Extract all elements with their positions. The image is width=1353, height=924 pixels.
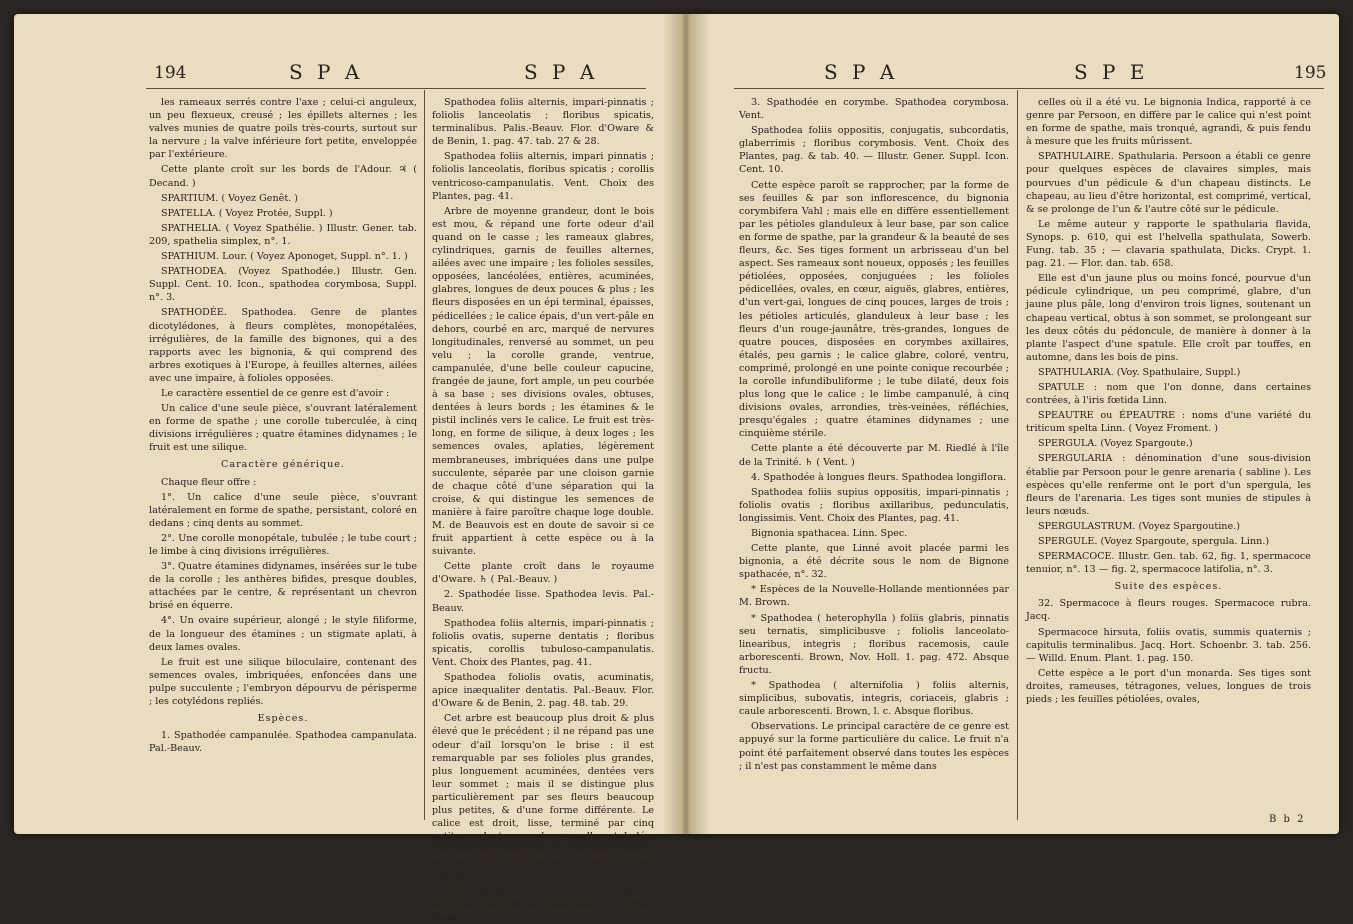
left-header-rule	[146, 88, 646, 89]
paragraph: SPATHELIA. ( Voyez Spathélie. ) Illustr. Gener. tab. 209, spathelia simplex, n°. 1.	[149, 222, 417, 247]
paragraph: celles où il a été vu. Le bignonia Indica, rapporté à ce genre par Persoon, en diffère par le calice qui n'est point en forme de spathe, mais tronqué, agrandi, & puis fendu à mesure que les fruits mûrissent.	[1026, 97, 1311, 148]
paragraph: SPATHULAIRE. Spathularia. Persoon a établi ce genre pour quelques espèces de clavaires simples, mais pourvues d'un pédicule & d'un chapeau distincts. Le chapeau, au lieu d'être horizontal, est comprimé, vertical, & se prolonge de l'un & l'autre côté sur le pédicule.	[1026, 151, 1311, 215]
right-running-head-b: S P E	[1074, 60, 1149, 84]
paragraph: SPATHIUM. Lour. ( Voyez Aponoget, Suppl. n°. 1. )	[161, 251, 408, 263]
paragraph: Cette plante a été découverte par M. Riedlé à l'île de la Trinité. ♄ ( Vent. )	[739, 443, 1009, 468]
paragraph: Le caractère essentiel de ce genre est d'avoir :	[161, 387, 390, 399]
right-running-head-a: S P A	[824, 60, 899, 84]
paragraph: 32. Spermacoce à fleurs rouges. Spermacoce rubra. Jacq.	[1026, 598, 1311, 623]
paragraph: Cette plante, que Linné avoit placée parmi les bignonia, a été décrite sous le nom de Bignone spathacée, n°. 32.	[739, 543, 1009, 581]
paragraph: SPERGULARIA : dénomination d'une sous-division établie par Persoon pour le genre arenaria ( sabline ). Les espèces qu'elle renferme ont le port d'un spergula, les fleurs de l'arenaria. Les tiges sont munies de stipules à leurs nœuds.	[1026, 453, 1311, 517]
paragraph: Observations. Le principal caractère de ce genre est appuyé sur la forme particulière du calice. Le fruit n'a point été parfaitement observé dans toutes les espèces ; il n'est pas constamment le même dans	[739, 721, 1009, 772]
paragraph: 4°. Un ovaire supérieur, alongé ; le style filiforme, de la longueur des étamines ; un stigmate aplati, à deux lames ovales.	[149, 615, 417, 653]
paragraph: Spermacoce hirsuta, foliis ovatis, summis quaternis ; capitulis terminalibus. Jacq. Hort. Schoenbr. 3. tab. 256. — Willd. Enum. Plant. 1. pag. 150.	[1026, 626, 1311, 664]
paragraph: SPARTIUM. ( Voyez Genêt. )	[161, 192, 299, 204]
paragraph: SPERMACOCE. Illustr. Gen. tab. 62, fig. 1, spermacoce tenuior, n°. 13 — fig. 2, spermacoce latifolia, n°. 3.	[1026, 551, 1311, 576]
paragraph: 2. Spathodée lisse. Spathodea levis. Pal.-Beauv.	[432, 589, 654, 614]
paragraph: 1°. Un calice d'une seule pièce, s'ouvrant latéralement en forme de spathe, persistant, coloré en dedans ; cinq dents au sommet.	[149, 491, 417, 529]
paragraph: Un calice d'une seule pièce, s'ouvrant latéralement en forme de spathe ; une corolle tuberculée, à cinq divisions irrégulières ; quatre étamines didynames ; le fruit est une silique.	[149, 403, 417, 454]
signature-mark: B b 2	[1269, 814, 1306, 825]
paragraph: Cette plante croît au royaume d'Oware, dans les environs de Buonoporo. ♄ ( Pal.-Beauv. )	[432, 885, 654, 923]
paragraph: Le fruit est une silique biloculaire, contenant des semences ovales, imbriquées, enfoncées dans une pulpe succulente ; l'embryon dépourvu de périsperme ; les cotylédons repliés.	[149, 656, 417, 708]
paragraph: SPEAUTRE ou ÉPEAUTRE : noms d'une variété du triticum spelta Linn. ( Voyez Froment. )	[1026, 410, 1311, 435]
paragraph: SPATHODÉE. Spathodea. Genre de plantes dicotylédones, à fleurs complètes, monopétalées, irrégulières, de la famille des bignones, qui a des rapports avec les bignonia, & qui comprend des arbres exotiques à l'Europe, à feuilles alternes, ailées avec une impaire, à folioles opposées.	[149, 307, 417, 384]
paragraph: SPATELLA. ( Voyez Protée, Suppl. )	[161, 207, 333, 219]
paragraph: Spathodea foliis alternis, impari-pinnatis ; foliolis lanceolatis ; floribus spicatis, terminalibus. Palis.-Beauv. Flor. d'Oware & de Benin, 1. pag. 47. tab. 27 & 28.	[432, 97, 654, 148]
paragraph: 3°. Quatre étamines didynames, insérées sur le tube de la corolle ; les anthères bifides, presque doubles, attachées par le centre, & représentant un chevron brisé en équerre.	[149, 561, 417, 612]
paragraph: SPERGULA. (Voyez Spargoute.)	[1038, 438, 1193, 450]
paragraph: Suite des espèces.	[1114, 581, 1223, 593]
left-page	[14, 14, 674, 923]
paragraph: 3. Spathodée en corymbe. Spathodea corymbosa. Vent.	[739, 97, 1009, 122]
paragraph: Spathodea foliolis ovatis, acuminatis, apice inæqualiter dentatis. Pal.-Beauv. Flor. d'Oware & de Benin, 2. pag. 48. tab. 29.	[432, 672, 654, 710]
right-column-1	[739, 96, 1009, 816]
paragraph: Chaque fleur offre :	[161, 476, 257, 488]
left-running-head-a: S P A	[289, 60, 364, 84]
paragraph: Cette espèce a le port d'un monarda. Ses tiges sont droites, rameuses, tétragones, velues, longues de trois pieds ; les feuilles pétiolées, ovales,	[1026, 667, 1311, 706]
book-spread	[14, 14, 1339, 923]
paragraph: Le même auteur y rapporte le spathularia flavida, Synops. p. 610, qui est l'helvella spathulata, Sowerb. Fung. tab. 35 ; — clavaria spathulata, Dicks. Crypt. 1. pag. 21. — Flor. dan. tab. 658.	[1026, 218, 1311, 270]
paragraph: Cette plante croît dans le royaume d'Oware. ♄ ( Pal.-Beauv. )	[432, 561, 654, 586]
left-page-number: 194	[154, 63, 187, 83]
right-page	[694, 14, 1339, 834]
paragraph: Cet arbre est beaucoup plus droit & plus élevé que le précédent ; il ne répand pas une odeur d'ail lorsqu'on le brise : il est remarquable par ses folioles plus grandes, plus longuement acuminées, dentées vers leur sommet ; mais il se distingue plus particulièrement par ses fleurs beaucoup plus petites, & d'une forme différente. Le calice est droit, lisse, terminé par cinq petites dents ; la corolle tubulée, campanulée à son limbe, à cinq lobes entiers, un peu irréguliers, obtus & arrondis à leur sommet.	[432, 713, 654, 882]
right-column-2	[1026, 96, 1311, 816]
paragraph: * Spathodea ( alternifolia ) foliis alternis, simplicibus, subovatis, integris, coriaceis, glabris ; caule arborescenti. Brown, l. c. Absque floribus.	[739, 680, 1009, 718]
paragraph: Spathodea foliis alternis, impari-pinnatis ; foliolis ovatis, superne dentatis ; floribus spicatis, corollis tubuloso-campanulatis. Vent. Choix des Plantes, pag. 41.	[432, 617, 654, 668]
paragraph: Elle est d'un jaune plus ou moins foncé, pourvue d'un pédicule cylindrique, un peu comprimé, glabre, d'un jaune plus pâle, long d'environ trois lignes, soutenant un chapeau vertical, obtus à son sommet, se prolongeant sur les deux côtés du pédoncule, de manière à donner à la plante l'aspect d'une spatule. Elle croît par touffes, en automne, dans les bois de pins.	[1026, 273, 1311, 363]
left-column-1	[149, 96, 417, 816]
paragraph: Arbre de moyenne grandeur, dont le bois est mou, & répand une forte odeur d'ail quand on le casse ; les rameaux glabres, cylindriques, garnis de feuilles alternes, ailées avec une impaire ; les folioles sessiles, opposées, lancéolées, entières, acuminées, glabres, longues de deux pouces & plus ; les fleurs disposées en un épi terminal, épaisses, pédicellées ; le calice épais, d'un vert-pâle en dehors, courbé en arc, marqué de nervures longitudinales, renversé au sommet, un peu velu ; la corolle grande, ventrue, campanulée, d'une belle couleur capucine, frangée de jaune, fort ample, un peu courbée à sa base ; ses divisions ovales, obtuses, dentées à leurs bords ; les étamines & le pistil inclinés vers le calice. Le fruit est très-long, en forme de silique, à deux loges ; les semences ovales, aplaties, légèrement membraneuses, imbriquées dans une pulpe succulente, séparée par une cloison garnie de chaque côté d'une séparation qui la croise, & qui distingue les semences de manière à faire paroître chaque loge double. M. de Beauvois est en doute de savoir si ce fruit appartient à cette espèce ou à la suivante.	[432, 205, 654, 558]
left-column-rule	[424, 90, 425, 820]
left-running-head-b: S P A	[524, 60, 599, 84]
paragraph: Spathodea foliis alternis, impari pinnatis ; foliolis lanceolatis, floribus spicatis ; corollis ventricoso-campanulatis. Vent. Choix des Plantes, pag. 41.	[432, 151, 654, 202]
paragraph: SPERGULASTRUM. (Voyez Spargoutine.)	[1038, 520, 1240, 532]
right-header-rule	[734, 88, 1324, 89]
right-column-rule	[1017, 90, 1018, 820]
paragraph: 2°. Une corolle monopétale, tubulée ; le tube court ; le limbe à cinq divisions irrégulières.	[149, 532, 417, 557]
paragraph: Cette espèce paroît se rapprocher, par la forme de ses feuilles & par son inflorescence, du bignonia corymbifera Vahl ; mais elle en diffère essentiellement par les pétioles glanduleux à leur base, par son calice en forme de spathe, par la grandeur & la beauté de ses fleurs, &c. Ses tiges forment un arbrisseau d'un bel aspect. Ses rameaux sont noueux, opposés ; les feuilles pétiolées, opposées, conjuguées ; les folioles pédicellées, ovales, en cœur, aiguës, glabres, entières, d'un vert-gai, longues de cinq pouces, larges de trois ; les pétioles articulés, glanduleux à leur base ; les fleurs d'un rouge-jaunâtre, très-grandes, longues de quatre pouces, disposées en corymbes axillaires, étalés, peu garnis ; le calice glabre, coloré, ventru, comprimé, prolongé en une pointe conique recourbée ; la corolle infundibuliforme ; le tube dilaté, deux fois plus long que le calice ; le limbe campanulé, à cinq divisions ovales, arrondies, très-veinées, réfléchies, presqu'égales ; quatre étamines didynames ; une cinquième stérile.	[739, 179, 1009, 440]
paragraph: les rameaux serrés contre l'axe ; celui-ci anguleux, un peu flexueux, creusé ; les épillets alternes ; les valves munies de quatre poils très-courts, surtout sur la nervure ; la valve inférieure fort petite, enveloppée par l'extérieure.	[149, 97, 417, 161]
paragraph: SPATULE : nom que l'on donne, dans certaines contrées, à l'iris fœtida Linn.	[1026, 381, 1311, 407]
paragraph: 1. Spathodée campanulée. Spathodea campanulata. Pal.-Beauv.	[149, 730, 417, 755]
paragraph: SPATHULARIA. (Voy. Spathulaire, Suppl.)	[1038, 366, 1241, 378]
paragraph: 4. Spathodée à longues fleurs. Spathodea longiflora.	[751, 471, 1007, 483]
paragraph: Bignonia spathacea. Linn. Spec.	[751, 528, 908, 539]
right-page-number: 195	[1294, 63, 1327, 83]
paragraph: Spathodea foliis supius oppositis, impari-pinnatis ; foliolis ovatis ; floribus axillaribus, pedunculatis, longissimis. Vent. Choix des Plantes, pag. 41.	[739, 486, 1009, 524]
left-column-2	[432, 96, 654, 923]
paragraph: Cette plante croît sur les bords de l'Adour. ♃ ( Decand. )	[149, 164, 417, 189]
paragraph: * Spathodea ( heterophylla ) foliis glabris, pinnatis seu ternatis, simplicibusve ; foliolis lanceolato-linearibus, integris ; floribus racemosis, caule arborescenti. Brown, Nov. Holl. 1. pag. 472. Absque fructu.	[739, 612, 1009, 676]
paragraph: SPATHODEA. (Voyez Spathodée.) Illustr. Gen. Suppl. Cent. 10. Icon., spathodea corymbosa, Suppl. n°. 3.	[149, 266, 417, 304]
left-page-header	[14, 58, 674, 88]
right-page-header	[694, 58, 1339, 88]
paragraph: Spathodea foliis oppositis, conjugatis, subcordatis, glaberrimis ; floribus corymbosis. Vent. Choix des Plantes, pag. & tab. 40. — Illustr. Gener. Suppl. Icon. Cent. 10.	[739, 125, 1009, 176]
paragraph: * Espèces de la Nouvelle-Hollande mentionnées par M. Brown.	[739, 584, 1009, 609]
paragraph: SPERGULE. (Voyez Spargoute, spergula. Linn.)	[1038, 536, 1270, 547]
paragraph: Caractère générique.	[221, 459, 345, 471]
paragraph: Espèces.	[257, 713, 309, 725]
